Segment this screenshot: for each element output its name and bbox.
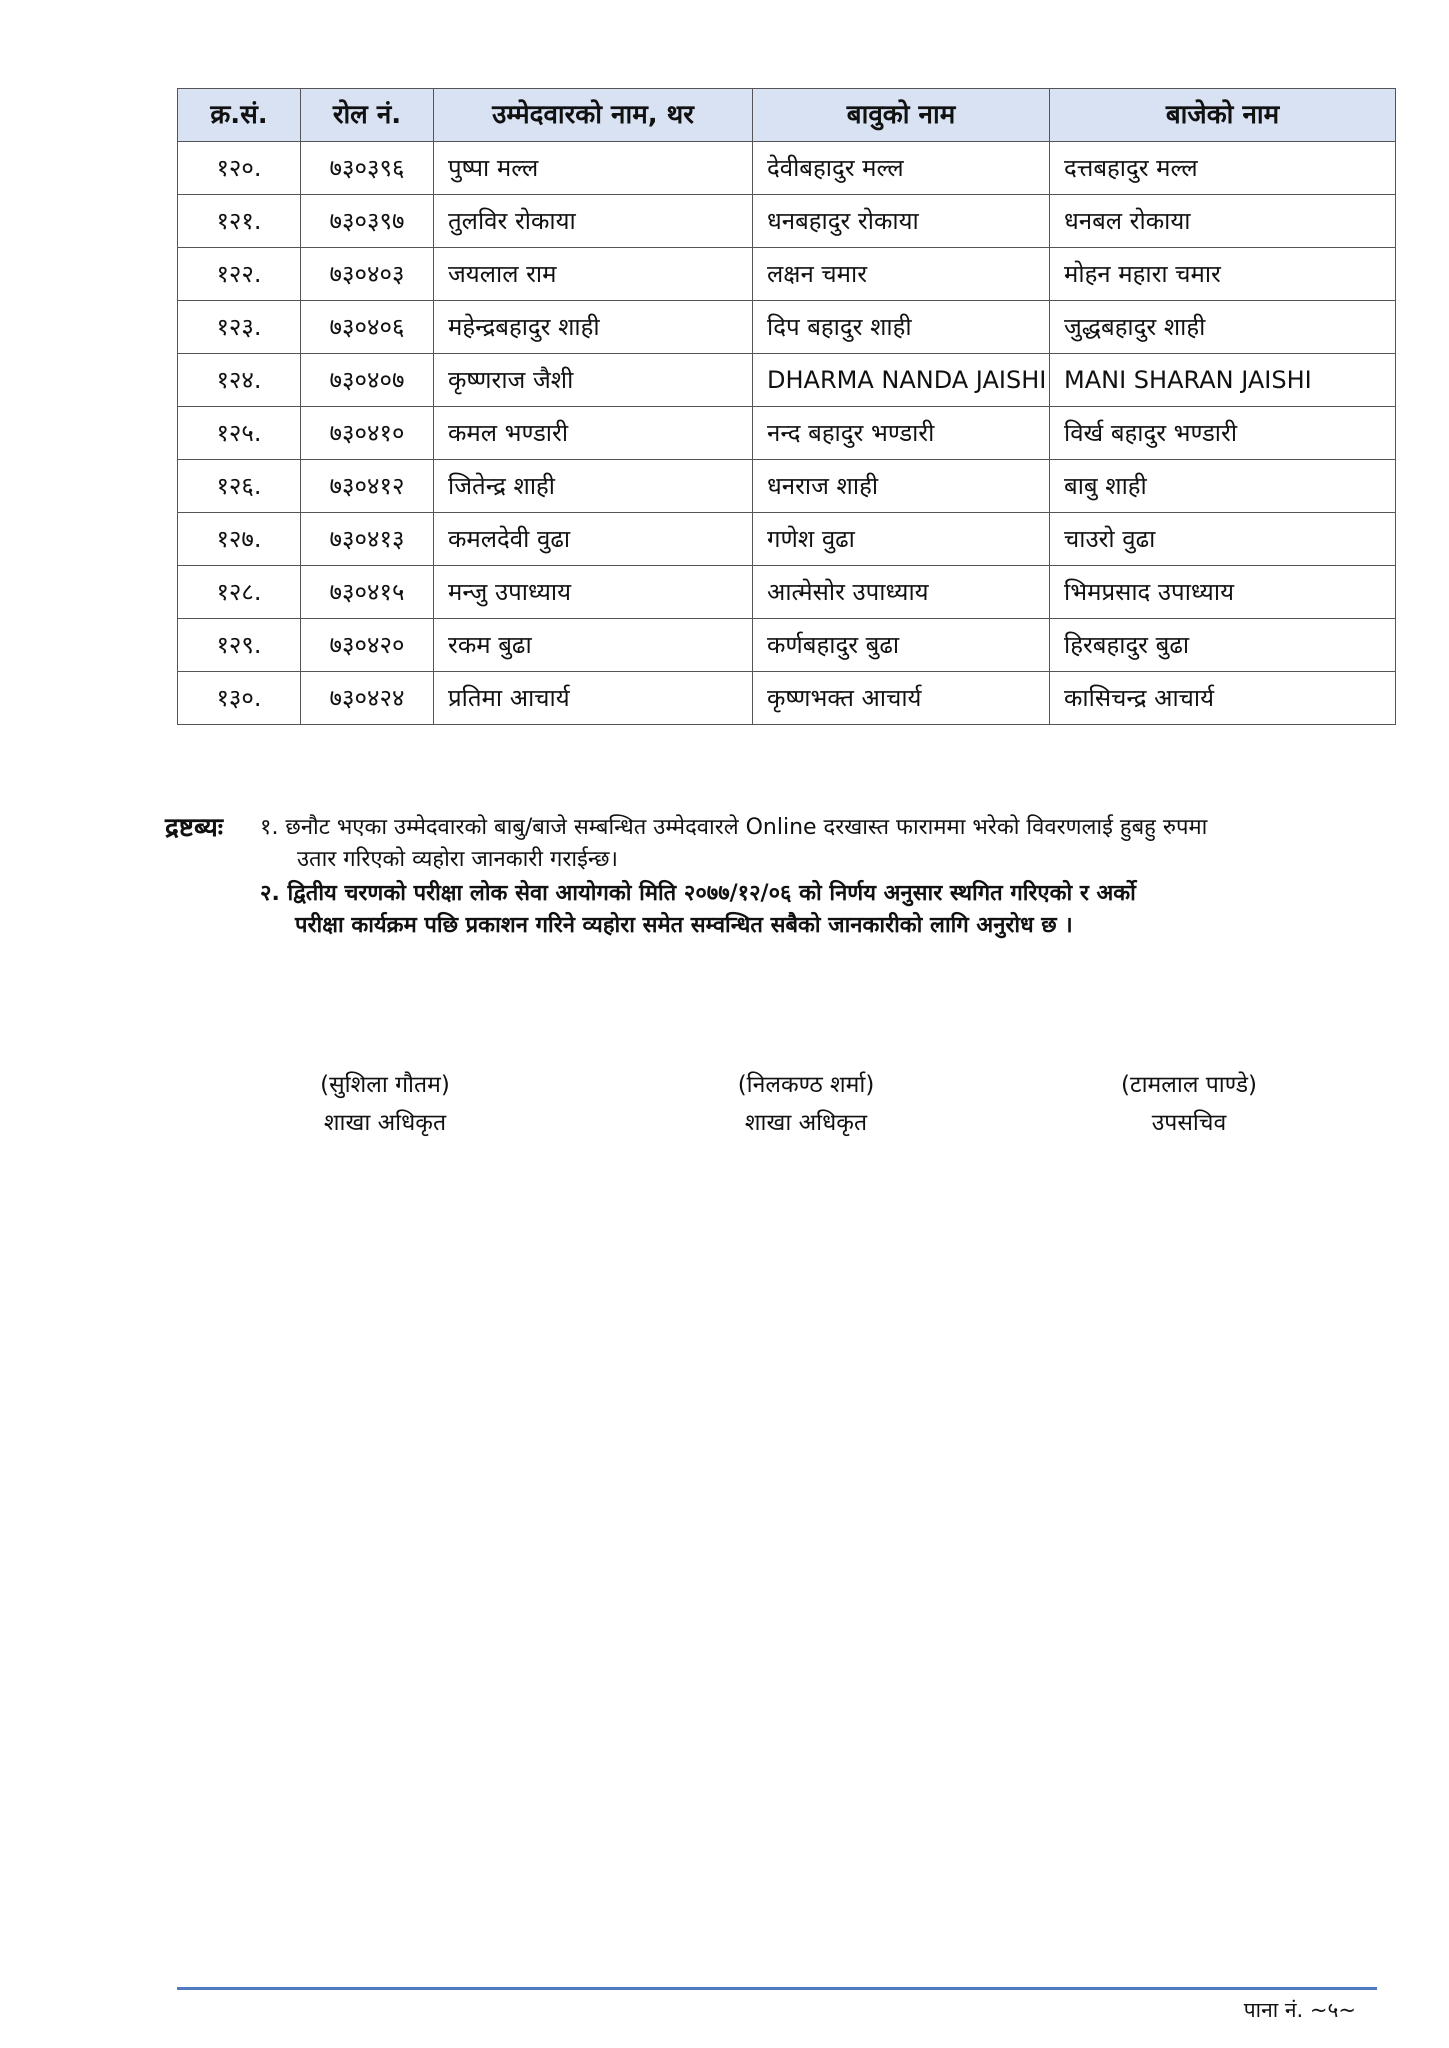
cell-serial: १२९. [178, 619, 301, 672]
cell-serial: १२०. [178, 142, 301, 195]
note-1-continued: उतार गरिएको व्यहोरा जानकारी गराईन्छ। [297, 847, 618, 872]
cell-candidate-name: कृष्णराज जैशी [434, 354, 753, 407]
signatory-name: (टामलाल पाण्डे) [1121, 1072, 1257, 1098]
table-row [178, 513, 1396, 566]
table-body [178, 142, 1396, 725]
signature-block [1029, 1066, 1349, 1142]
signature-block [646, 1066, 966, 1142]
cell-father-name: धनबहादुर रोकाया [753, 195, 1050, 248]
cell-roll: ७३०३९७ [301, 195, 434, 248]
cell-roll: ७३०४०३ [301, 248, 434, 301]
table-row [178, 566, 1396, 619]
signatory-name: (निलकण्ठ शर्मा) [737, 1072, 875, 1098]
cell-father-name: लक्षन चमार [753, 248, 1050, 301]
signatory-title: शाखा अधिकृत [744, 1110, 868, 1136]
cell-father-name: देवीबहादुर मल्ल [753, 142, 1050, 195]
cell-roll: ७३०४१३ [301, 513, 434, 566]
table-row [178, 619, 1396, 672]
cell-grandfather-name: जुद्धबहादुर शाही [1050, 301, 1396, 354]
signatory-title: उपसचिव [1151, 1110, 1227, 1136]
cell-serial: १२४. [178, 354, 301, 407]
cell-serial: १२५. [178, 407, 301, 460]
note-2: २. द्वितीय चरणको परीक्षा लोक सेवा आयोगको मिति २०७७/१२/०६ को निर्णय अनुसार स्थगित गरिएको र अर्को [260, 881, 1136, 906]
cell-serial: १२१. [178, 195, 301, 248]
cell-father-name: DHARMA NANDA JAISHI [753, 354, 1050, 407]
cell-roll: ७३०४२० [301, 619, 434, 672]
cell-grandfather-name: दत्तबहादुर मल्ल [1050, 142, 1396, 195]
cell-serial: १२६. [178, 460, 301, 513]
cell-grandfather-name: MANI SHARAN JAISHI [1050, 354, 1396, 407]
cell-candidate-name: कमलदेवी वुढा [434, 513, 753, 566]
cell-candidate-name: महेन्द्रबहादुर शाही [434, 301, 753, 354]
cell-father-name: कृष्णभक्त आचार्य [753, 672, 1050, 725]
cell-grandfather-name: चाउरो वुढा [1050, 513, 1396, 566]
cell-father-name: गणेश वुढा [753, 513, 1050, 566]
signatory-name: (सुशिला गौतम) [320, 1072, 450, 1098]
cell-father-name: दिप बहादुर शाही [753, 301, 1050, 354]
cell-grandfather-name: हिरबहादुर बुढा [1050, 619, 1396, 672]
table-row [178, 195, 1396, 248]
results-table [177, 88, 1396, 725]
footer-divider [177, 1987, 1377, 1990]
signatory-title: शाखा अधिकृत [323, 1110, 447, 1136]
cell-serial: १२७. [178, 513, 301, 566]
cell-grandfather-name: भिमप्रसाद उपाध्याय [1050, 566, 1396, 619]
cell-roll: ७३०३९६ [301, 142, 434, 195]
cell-roll: ७३०४१२ [301, 460, 434, 513]
cell-candidate-name: जयलाल राम [434, 248, 753, 301]
cell-grandfather-name: धनबल रोकाया [1050, 195, 1396, 248]
cell-father-name: आत्मेसोर उपाध्याय [753, 566, 1050, 619]
cell-candidate-name: तुलविर रोकाया [434, 195, 753, 248]
page-number: पाना नं. ~५~ [1243, 1998, 1356, 2022]
header-candidate-name: उम्मेदवारको नाम, थर [434, 89, 753, 142]
cell-candidate-name: रकम बुढा [434, 619, 753, 672]
header-grandfather-name: बाजेको नाम [1050, 89, 1396, 142]
cell-grandfather-name: बाबु शाही [1050, 460, 1396, 513]
note-2-continued: परीक्षा कार्यक्रम पछि प्रकाशन गरिने व्यहोरा समेत सम्वन्धित सबैको जानकारीको लागि अनुरोध छ । [295, 913, 1073, 938]
cell-candidate-name: जितेन्द्र शाही [434, 460, 753, 513]
cell-serial: १२३. [178, 301, 301, 354]
table-header-row [178, 89, 1396, 142]
cell-grandfather-name: विर्ख बहादुर भण्डारी [1050, 407, 1396, 460]
table-row [178, 301, 1396, 354]
cell-candidate-name: कमल भण्डारी [434, 407, 753, 460]
table-row [178, 248, 1396, 301]
note-1: १. छनौट भएका उम्मेदवारको बाबु/बाजे सम्बन्धित उम्मेदवारले Online दरखास्त फाराममा भरेको विवरणलाई हुबहु रुपमा [260, 815, 1208, 840]
header-roll: रोल नं. [301, 89, 434, 142]
header-father-name: बावुको नाम [753, 89, 1050, 142]
table-row [178, 407, 1396, 460]
cell-father-name: कर्णबहादुर बुढा [753, 619, 1050, 672]
signature-block [225, 1066, 545, 1142]
table-row [178, 142, 1396, 195]
cell-serial: १३०. [178, 672, 301, 725]
cell-father-name: धनराज शाही [753, 460, 1050, 513]
table-row [178, 460, 1396, 513]
header-serial: क्र.सं. [178, 89, 301, 142]
cell-grandfather-name: कासिचन्द्र आचार्य [1050, 672, 1396, 725]
cell-grandfather-name: मोहन महारा चमार [1050, 248, 1396, 301]
cell-candidate-name: मन्जु उपाध्याय [434, 566, 753, 619]
cell-father-name: नन्द बहादुर भण्डारी [753, 407, 1050, 460]
cell-roll: ७३०४१० [301, 407, 434, 460]
table-row [178, 672, 1396, 725]
cell-serial: १२२. [178, 248, 301, 301]
cell-candidate-name: प्रतिमा आचार्य [434, 672, 753, 725]
cell-candidate-name: पुष्पा मल्ल [434, 142, 753, 195]
cell-roll: ७३०४१५ [301, 566, 434, 619]
cell-serial: १२८. [178, 566, 301, 619]
cell-roll: ७३०४२४ [301, 672, 434, 725]
table-row [178, 354, 1396, 407]
cell-roll: ७३०४०६ [301, 301, 434, 354]
notes-heading: द्रष्टब्यः [165, 813, 224, 843]
cell-roll: ७३०४०७ [301, 354, 434, 407]
